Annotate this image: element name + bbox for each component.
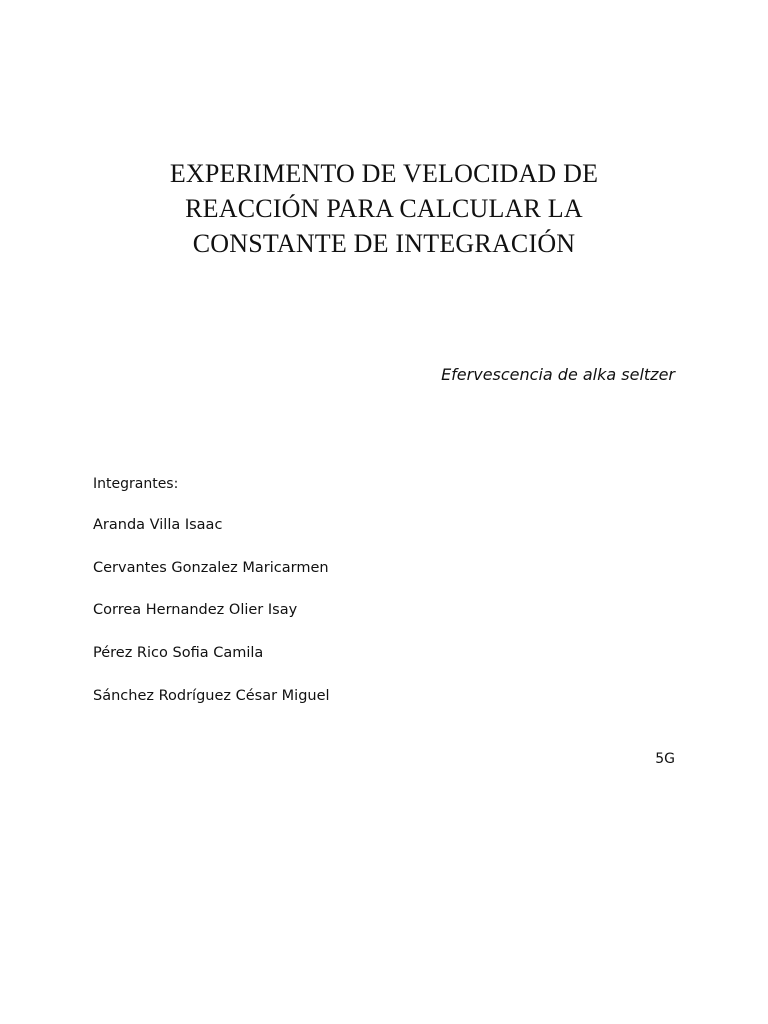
group-label: 5G bbox=[655, 751, 675, 767]
member-item: Aranda Villa Isaac bbox=[93, 517, 223, 533]
member-item: Cervantes Gonzalez Maricarmen bbox=[93, 559, 329, 576]
member-item: Sánchez Rodríguez César Miguel bbox=[93, 687, 330, 704]
member-item: Pérez Rico Sofia Camila bbox=[93, 645, 264, 662]
document-title bbox=[100, 156, 668, 261]
document-subtitle: Efervescencia de alka seltzer bbox=[441, 365, 675, 384]
title-line-3: CONSTANTE DE INTEGRACIÓN bbox=[192, 229, 576, 258]
title-line-1: EXPERIMENTO DE VELOCIDAD DE bbox=[169, 159, 599, 188]
members-list bbox=[93, 515, 330, 728]
members-heading: Integrantes: bbox=[93, 476, 179, 492]
title-line-2: REACCIÓN PARA CALCULAR LA bbox=[185, 194, 583, 223]
member-item: Correa Hernandez Olier Isay bbox=[93, 602, 298, 619]
